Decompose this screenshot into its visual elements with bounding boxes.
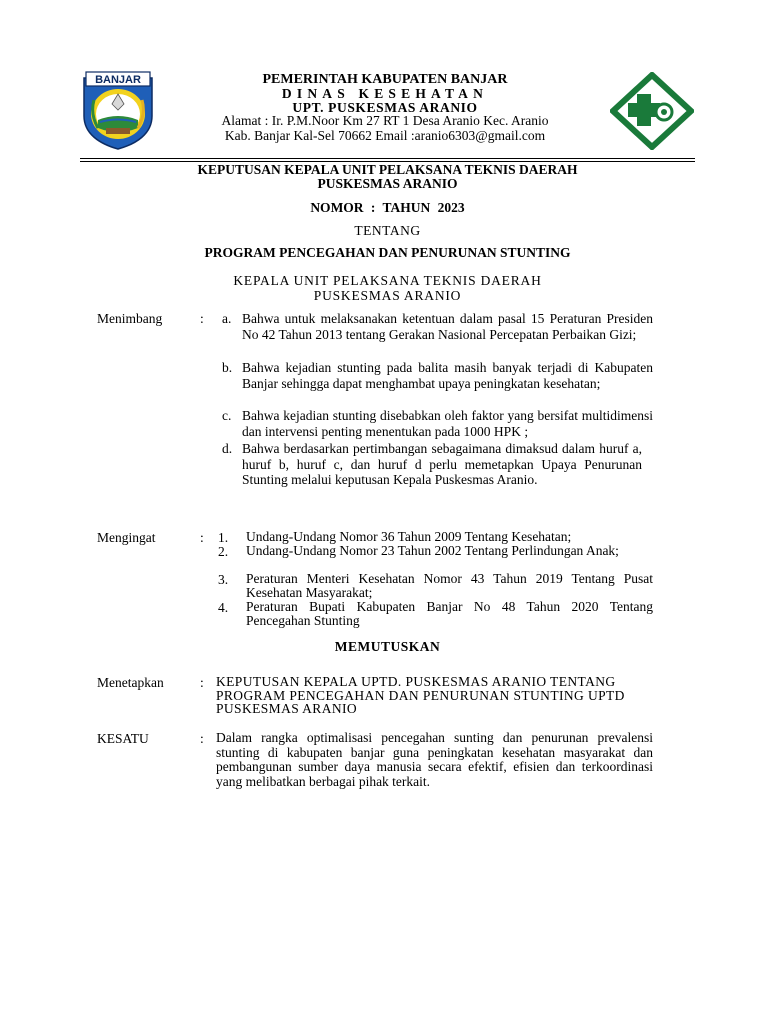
mengingat-marker: 3. (218, 572, 229, 587)
letterhead-address: Alamat : Ir. P.M.Noor Km 27 RT 1 Desa Aranio Kec. Aranio (221, 113, 549, 128)
issuer-line1: KEPALA UNIT PELAKSANA TEKNIS DAERAH (233, 273, 542, 288)
menimbang-item: Bahwa kejadian stunting pada balita masih banyak terjadi di Kabupaten Banjar sehingga dapat menghambat upaya peningkatan kesehatan; (242, 360, 653, 391)
kesatu-text: Dalam rangka optimalisasi pencegahan sunting dan penurunan prevalensi stunting di kabupaten banjar guna peningkatan kesehatan masyarakat dan pembangunan sumber daya manusia secara efektif, efisien dan terkoordinasi yang melibatkan berbagai pihak terkait. (216, 730, 653, 789)
menimbang-marker: a. (222, 311, 232, 326)
mengingat-colon: : (200, 530, 204, 545)
decree-title-line2: PUSKESMAS ARANIO (317, 176, 458, 191)
menimbang-marker: c. (222, 408, 232, 423)
mengingat-marker: 2. (218, 544, 229, 559)
menimbang-marker: b. (222, 360, 233, 375)
kesatu-colon: : (200, 731, 204, 746)
letterhead-government: PEMERINTAH KABUPATEN BANJAR (262, 72, 508, 87)
mengingat-marker: 4. (218, 600, 229, 615)
menimbang-colon: : (200, 311, 204, 326)
emblem-label: BANJAR (95, 74, 141, 86)
mengingat-marker: 1. (218, 530, 229, 545)
decree-about-label: TENTANG (354, 223, 421, 238)
menetapkan-label: Menetapkan (97, 675, 164, 690)
mengingat-item: Peraturan Menteri Kesehatan Nomor 43 Tahun 2019 Tentang Pusat Kesehatan Masyarakat; (246, 571, 653, 600)
mengingat-item: Peraturan Bupati Kabupaten Banjar No 48 Tahun 2020 Tentang Pencegahan Stunting (246, 599, 653, 628)
menetapkan-text: KEPUTUSAN KEPALA UPTD. PUSKESMAS ARANIO TENTANG PROGRAM PENCEGAHAN DAN PENURUNAN STUNTING UPTD PUSKESMAS ARANIO (216, 674, 625, 716)
letterhead-agency: DINAS KESEHATAN (281, 86, 489, 101)
letterhead-unit: UPT. PUSKESMAS ARANIO (292, 100, 478, 115)
menimbang-marker: d. (222, 441, 233, 456)
letterhead-divider (80, 158, 695, 159)
menetapkan-colon: : (200, 675, 204, 690)
decree-number: NOMOR : TAHUN 2023 (310, 200, 465, 215)
menimbang-label: Menimbang (97, 311, 163, 326)
issuer-line2: PUSKESMAS ARANIO (313, 288, 462, 303)
menimbang-item: Bahwa untuk melaksanakan ketentuan dalam pasal 15 Peraturan Presiden No 42 Tahun 2013 tentang Gerakan Nasional Percepatan Perbaikan Gizi; (242, 311, 653, 342)
puskesmas-cross-logo-icon (610, 72, 694, 150)
decree-title-line1: KEPUTUSAN KEPALA UNIT PELAKSANA TEKNIS DAERAH (197, 162, 578, 177)
mengingat-item: Undang-Undang Nomor 23 Tahun 2002 Tentang Perlindungan Anak; (246, 543, 619, 558)
decree-subject: PROGRAM PENCEGAHAN DAN PENURUNAN STUNTING (204, 245, 571, 260)
letterhead-contact: Kab. Banjar Kal-Sel 70662 Email :aranio6303@gmail.com (224, 128, 546, 143)
menimbang-item: Bahwa berdasarkan pertimbangan sebagaimana dimaksud dalam huruf a, huruf b, huruf c, dan huruf d perlu memetapkan Upaya Penurunan Stunting melalui keputusan Kepala Puskesmas Aranio. (242, 441, 642, 487)
banjar-regency-emblem-icon (80, 70, 156, 150)
mengingat-item: Undang-Undang Nomor 36 Tahun 2009 Tentang Kesehatan; (246, 529, 572, 544)
menimbang-item: Bahwa kejadian stunting disebabkan oleh faktor yang bersifat multidimensi dan intervensi penting menentukan pada 1000 HPK ; (242, 408, 653, 439)
decision-heading: MEMUTUSKAN (334, 639, 441, 654)
mengingat-label: Mengingat (97, 530, 156, 545)
kesatu-label: KESATU (97, 731, 149, 746)
